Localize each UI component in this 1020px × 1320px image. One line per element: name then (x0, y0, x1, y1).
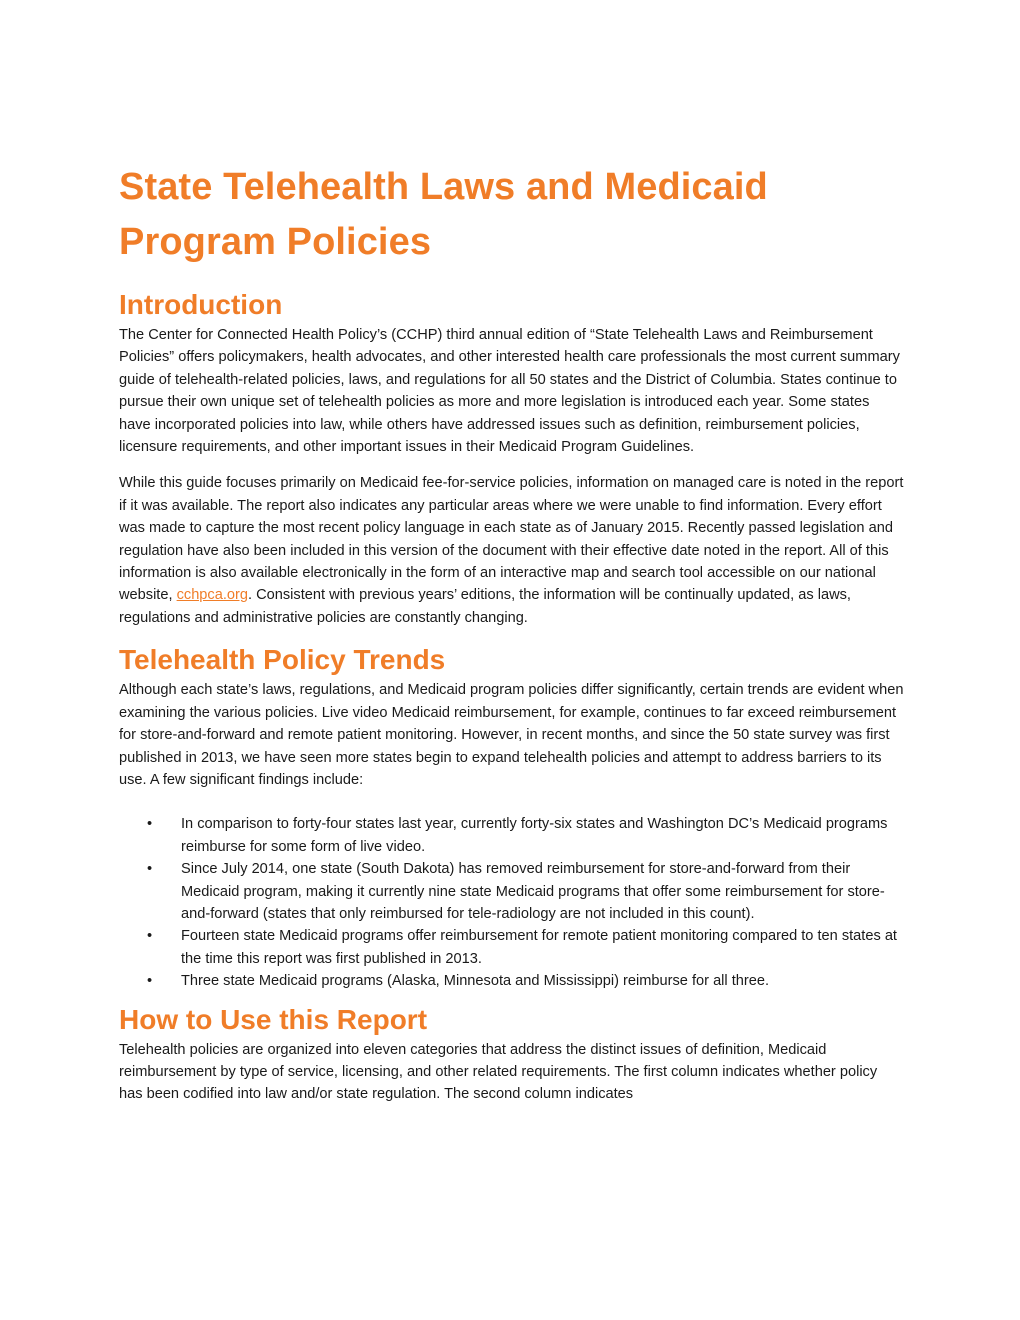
introduction-heading: Introduction (119, 289, 283, 320)
finding-text: In comparison to forty-four states last year, currently forty-six states and Washington DC’s Medicaid programs reimburse for some form of live video. (181, 816, 888, 855)
cchpca-link[interactable]: cchpca.org (176, 587, 248, 604)
how-to-use-heading: How to Use this Report (119, 1003, 428, 1035)
list-item (119, 813, 904, 858)
document-page (119, 160, 904, 1120)
page-title: State Telehealth Laws and Medicaid Program Policies (119, 166, 768, 263)
finding-text: Fourteen state Medicaid programs offer reimbursement for remote patient monitoring compared to ten states at the time this report was first published in 2013. (181, 928, 897, 967)
bullet-icon: • (147, 816, 153, 833)
bullet-icon: • (147, 861, 153, 878)
how-to-use-paragraph: Telehealth policies are organized into eleven categories that address the distinct issues of definition, Medicaid reimbursement by type of service, licensing, and other related requirements. The first column indicates whether policy has been codified into law and/or state regulation. The second column indicates (119, 1041, 878, 1103)
trends-paragraph: Although each state’s laws, regulations, and Medicaid program policies differ significantly, certain trends are evident when examining the various policies. Live video Medicaid reimbursement, for example, continues to far exceed reimbursement for store-and-forward and remote patient monitoring. However, in recent months, and since the 50 state survey was first published in 2013, we have seen more states begin to expand telehealth policies and attempt to address barriers to its use. A few significant findings include: (119, 682, 904, 788)
introduction-paragraph-1: The Center for Connected Health Policy’s (CCHP) third annual edition of “State Telehealth Laws and Reimbursement Policies” offers policymakers, health advocates, and other interested health care professionals the most current summary guide of telehealth-related policies, laws, and regulations for all 50 states and the District of Columbia. States continue to pursue their own unique set of telehealth policies as more and more legislation is introduced each year. Some states have incorporated policies into law, while others have addressed issues such as definition, reimbursement policies, licensure requirements, and other important issues in their Medicaid Program Guidelines. (119, 327, 900, 456)
introduction-paragraph-2 (119, 472, 904, 629)
bullet-icon: • (147, 973, 153, 990)
finding-text: Three state Medicaid programs (Alaska, Minnesota and Mississippi) reimburse for all three. (181, 973, 770, 990)
list-item (119, 970, 904, 992)
bullet-icon: • (147, 928, 153, 945)
trends-heading: Telehealth Policy Trends (119, 644, 446, 676)
introduction-paragraph-2-text-a: While this guide focuses primarily on Medicaid fee-for-service policies, information on managed care is noted in the report if it was available. The report also indicates any particular areas where we were unable to find information. Every effort was made to capture the most recent policy language in each state as of January 2015. Recently passed legislation and regulation have also been included in this version of the document with their effective date noted in the report. All of this information is also available electronically in the form of an interactive map and search tool accessible on our national website, (119, 475, 904, 604)
finding-text: Since July 2014, one state (South Dakota) has removed reimbursement for store-and-forward from their Medicaid program, making it currently nine state Medicaid programs that offer some reimbursement for store-and-forward (states that only reimbursed for tele-radiology are not included in this count). (181, 861, 885, 922)
list-item (119, 925, 904, 970)
list-item (119, 858, 904, 925)
introduction-paragraph-2-text-b: . Consistent with previous years’ editions, the information will be continually updated, as laws, regulations and administrative policies are constantly changing. (119, 587, 851, 626)
findings-list (119, 813, 904, 992)
